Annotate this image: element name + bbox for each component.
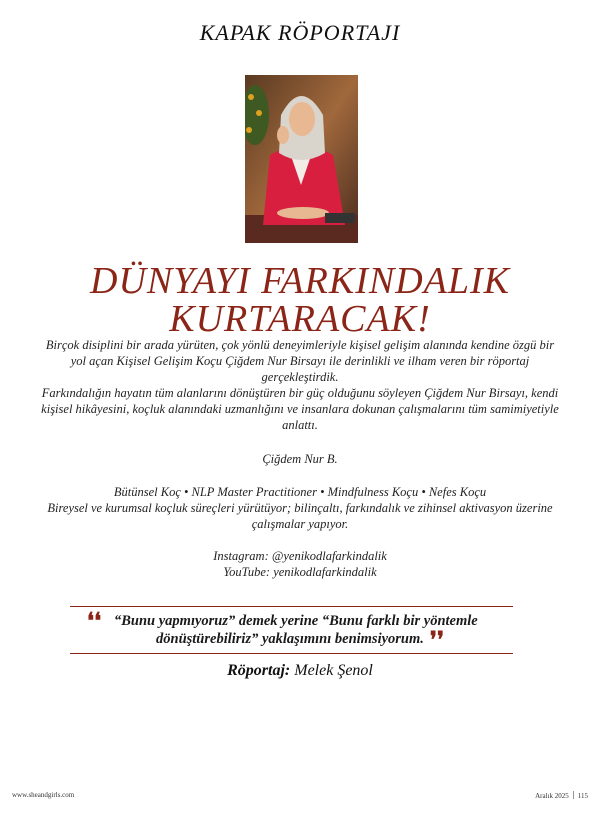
close-quote-icon: ❜❜ [429,627,445,653]
bio-description: Bireysel ve kurumsal koçluk süreçleri yürütüyor; bilinçaltı, farkındalık ve zihinsel aktivasyon üzerine çalışmalar yapıyor. [47,501,553,531]
quote-line-1: “Bunu yapmıyoruz” demek yerine “Bunu farklı bir yöntemle [114,613,478,629]
quote-line-2: dönüştürebiliriz” yaklaşımını benimsiyorum. [156,631,424,647]
interview-credit [0,662,600,680]
pull-quote [87,608,510,653]
intro-paragraph-2: Farkındalığın hayatın tüm alanlarını dönüştüren bir güç olduğunu söyleyen Çiğdem Nur Birsayı, kendi kişisel hikâyesini, koçluk alanındaki uzmanlığını ve insanlara dokunan çalışmalarını tüm samimiyetiyle anlattı. [41,386,559,432]
cover-photo [245,75,358,243]
interview-label: Röportaj: [227,662,291,679]
bio [40,484,560,532]
portrait-illustration [245,75,358,243]
social-links [0,548,600,580]
interviewer-name: Melek Şenol [294,662,373,679]
footer-url[interactable]: www.sheandgirls.com [12,791,75,799]
footer-divider [573,791,574,799]
footer-info [535,791,588,800]
bio-titles: Bütünsel Koç • NLP Master Practitioner • Mindfulness Koçu • Nefes Koçu [113,485,487,499]
instagram-handle: Instagram: @yenikodlafarkindalik [213,549,387,563]
issue-date: Aralık 2025 [535,792,569,800]
subject-name: Çiğdem Nur B. [262,452,338,466]
open-quote-icon: ❛❛ [87,608,102,634]
intro-text [40,337,560,433]
headline-line-1: DÜNYAYI FARKINDALIK [90,260,510,302]
quote-rule-bottom [70,653,513,654]
section-title: KAPAK RÖPORTAJI [199,20,401,45]
headline-line-2: KURTARACAK! [169,298,431,340]
quote-rule-top [70,606,513,607]
intro-paragraph-1: Birçok disiplini bir arada yürüten, çok yönlü deneyimleriyle kişisel gelişim alanında kendine özgü bir yol açan Kişisel Gelişim Koçu Çiğdem Nur Birsayı ile derinlikli ve ilham veren bir röportaj gerçekleştirdik. [45,338,555,384]
youtube-handle: YouTube: yenikodlafarkindalik [223,565,377,579]
page-number: 115 [577,792,588,800]
headline [0,262,600,338]
